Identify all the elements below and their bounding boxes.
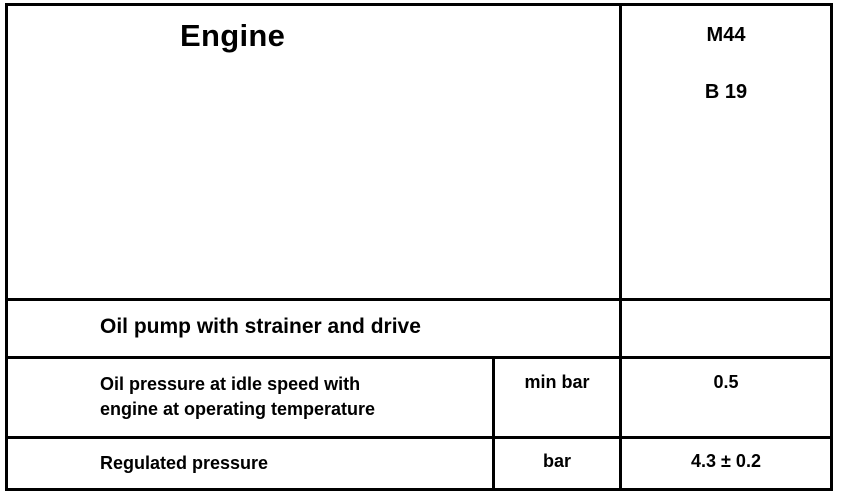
section-title: Oil pump with strainer and drive: [100, 315, 421, 338]
spec-value: 4.3 ± 0.2: [691, 451, 761, 471]
section-row: [8, 301, 830, 359]
spec-unit: bar: [542, 451, 571, 471]
section-value-cell: [622, 301, 830, 356]
engine-title-cell: [8, 6, 622, 298]
section-title-cell: [8, 301, 622, 356]
spec-value-cell: [622, 359, 830, 436]
spec-description-cell: [8, 359, 495, 436]
engine-model-cell: [622, 6, 830, 298]
spec-description-line: Regulated pressure: [100, 453, 269, 473]
engine-title: Engine: [180, 18, 286, 53]
spec-row-regulated-pressure: [8, 439, 830, 491]
engine-model-variant: B 19: [704, 81, 748, 103]
spec-description-cell: [8, 439, 495, 491]
spec-unit-cell: [495, 439, 622, 491]
spec-description: [100, 372, 375, 422]
spec-value-cell: [622, 439, 830, 491]
engine-spec-table: [5, 3, 833, 491]
spec-value: 0.5: [713, 372, 739, 392]
engine-header-row: [8, 6, 830, 301]
spec-unit-cell: [495, 359, 622, 436]
spec-description-line: engine at operating temperature: [100, 399, 376, 419]
spec-description-line: Oil pressure at idle speed with: [100, 374, 361, 394]
spec-row-oil-pressure-idle: [8, 359, 830, 439]
spec-unit: min bar: [524, 372, 590, 392]
spec-description: [100, 451, 268, 476]
engine-model-code: M44: [706, 24, 746, 46]
